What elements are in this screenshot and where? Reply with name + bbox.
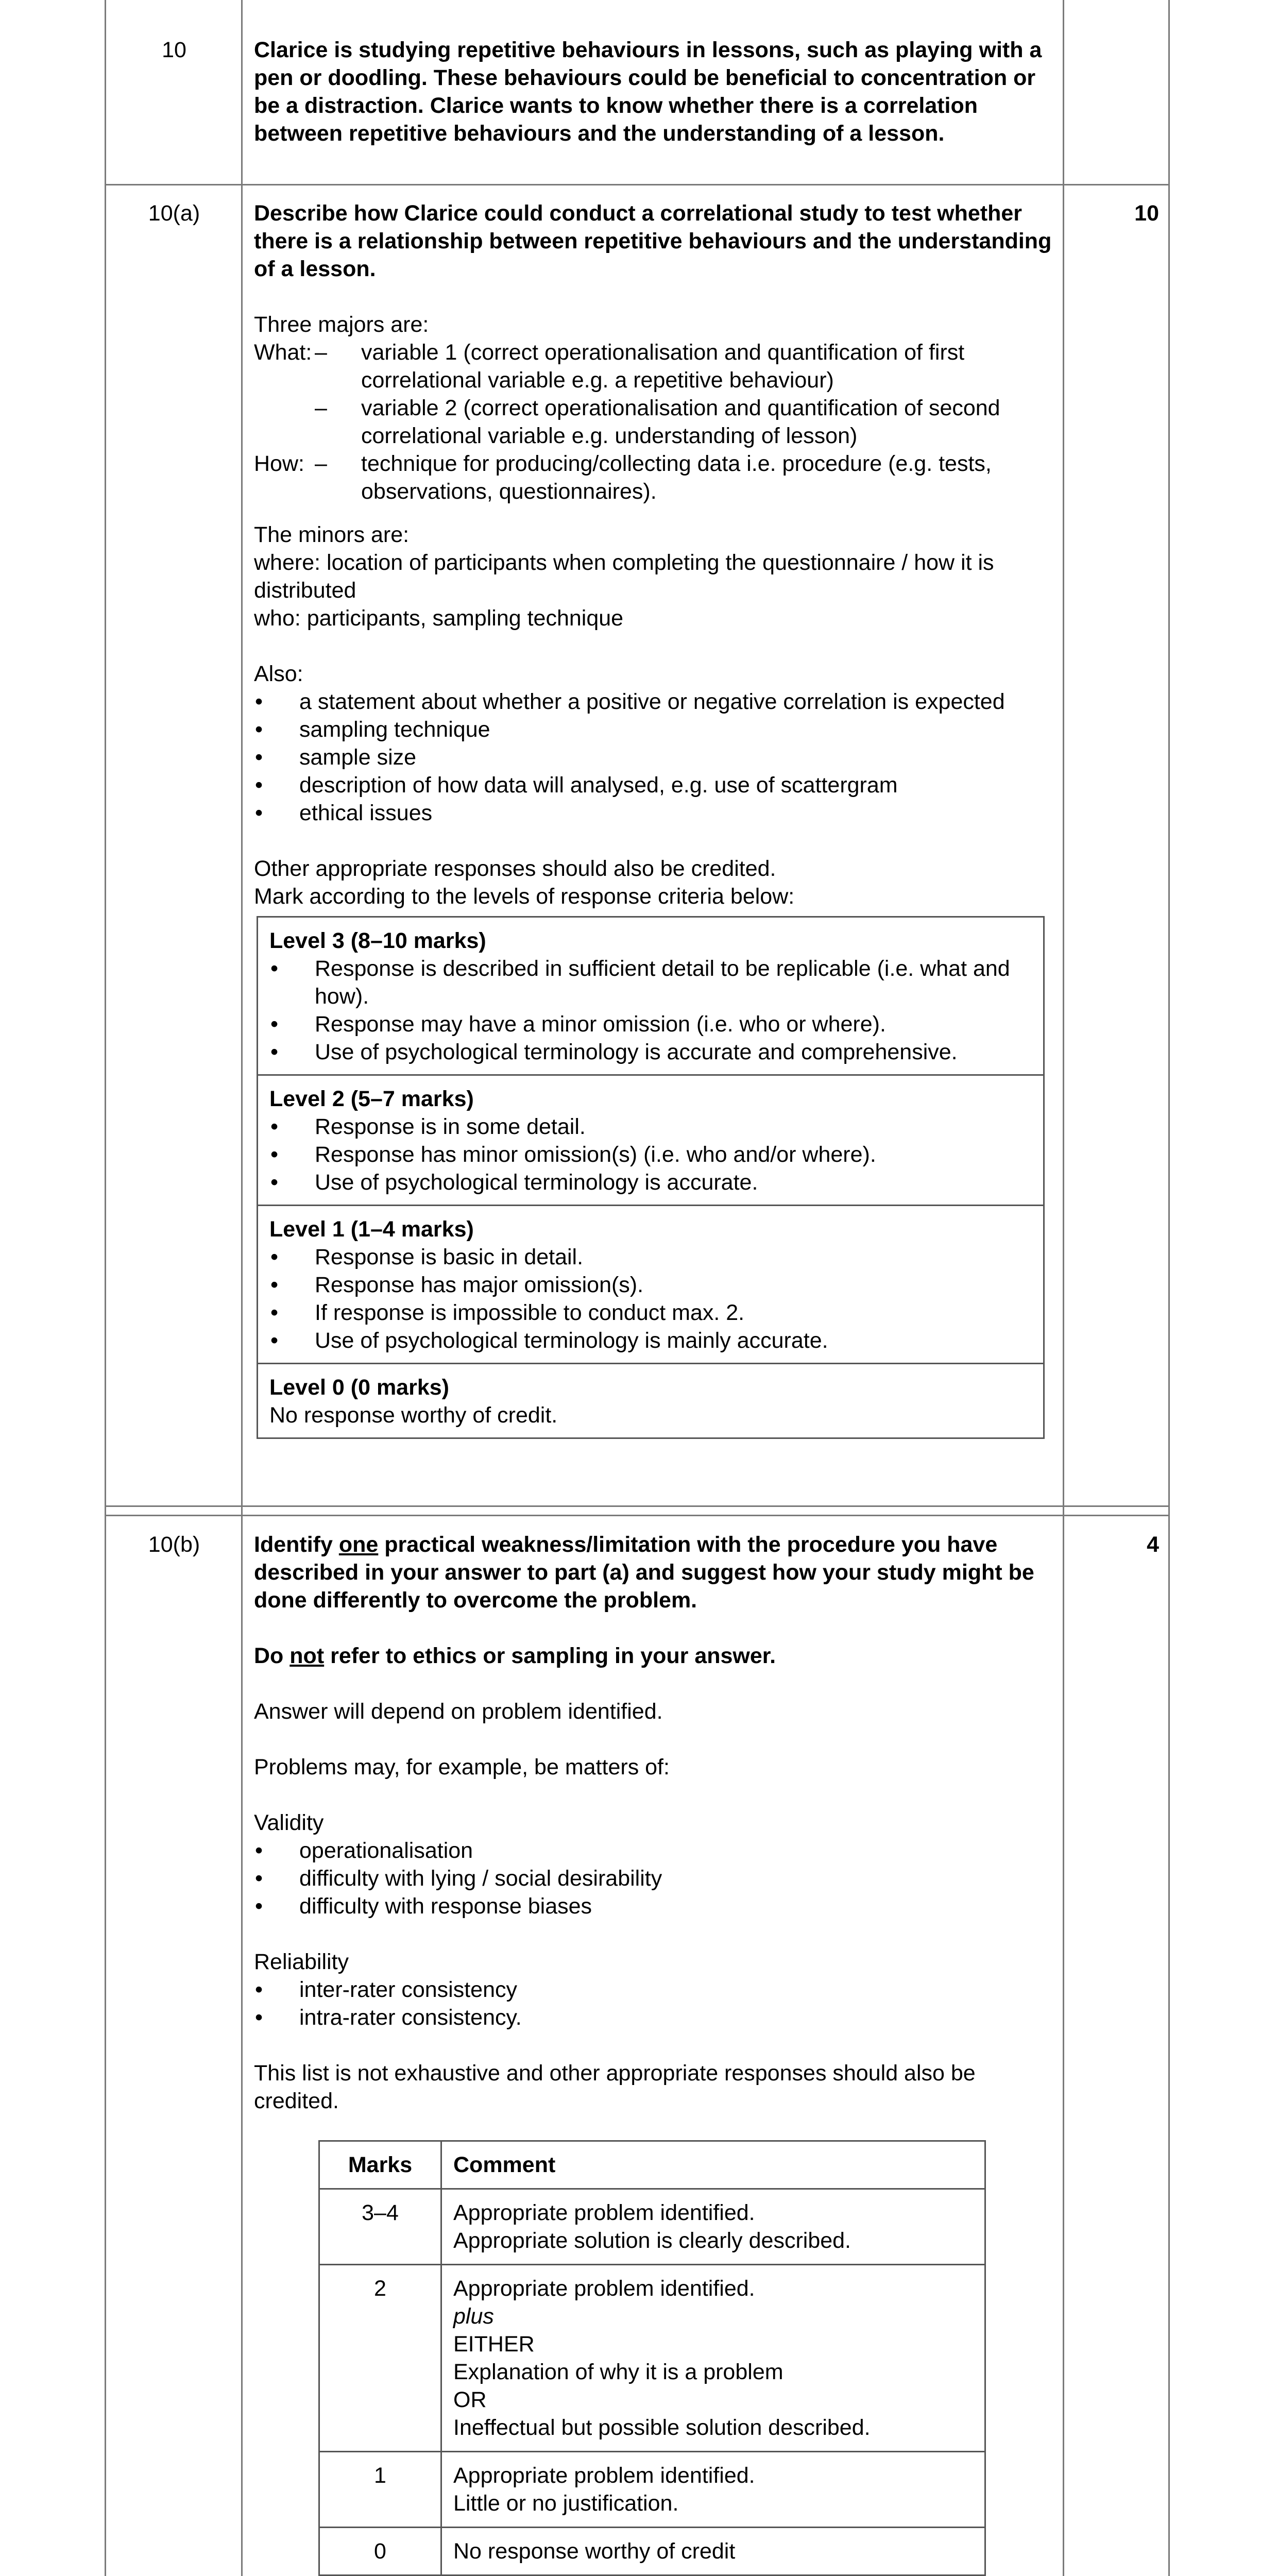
major-item — [254, 450, 1055, 505]
column-header-comment: Comment — [441, 2141, 985, 2189]
major-text: variable 1 (correct operationalisation and quantification of first correlational variable e.g. a repetitive behaviour) — [361, 340, 965, 393]
majors-heading: Three majors are: — [254, 312, 429, 337]
list-item: • Use of psychological terminology is accurate. — [269, 1168, 1032, 1196]
list-item: • Response is described in sufficient detail to be replicable (i.e. what and how). — [269, 955, 1032, 1010]
other-credit-note: Other appropriate responses should also be credited. — [254, 856, 776, 881]
underlined-one: one — [338, 1532, 379, 1557]
major-label: What: — [254, 340, 312, 365]
list-item: • Response is in some detail. — [269, 1113, 1032, 1141]
list-item: • a statement about whether a positive or negative correlation is expected — [254, 688, 1055, 716]
major-dash: – — [315, 340, 327, 365]
minors-heading: The minors are: — [254, 522, 410, 547]
list-item: • ethical issues — [254, 799, 1055, 827]
level-2 — [258, 1074, 1043, 1205]
table-row — [319, 2265, 985, 2452]
level-title: Level 3 (8–10 marks) — [269, 928, 486, 953]
marks-table — [318, 2140, 986, 2576]
column-divider-number — [241, 0, 243, 2576]
question-10a-text: Describe how Clarice could conduct a correlational study to test whether there is a relationship between repetitive behaviours and the understanding of a lesson. — [254, 201, 1052, 281]
answer-10b — [254, 1531, 1055, 2115]
list-item: • Response may have a minor omission (i.e. who or where). — [269, 1010, 1032, 1038]
problems-may-note: Problems may, for example, be matters of: — [254, 1755, 670, 1780]
also-heading: Also: — [254, 662, 303, 686]
reliability-list — [254, 1976, 1055, 2031]
list-item: • sampling technique — [254, 716, 1055, 743]
level-title: Level 2 (5–7 marks) — [269, 1087, 474, 1111]
list-item: • Response has minor omission(s) (i.e. who and/or where). — [269, 1141, 1032, 1168]
level-3 — [258, 918, 1043, 1074]
major-label: How: — [254, 451, 304, 476]
column-divider-marks — [1063, 0, 1064, 2576]
major-text: technique for producing/collecting data i.e. procedure (e.g. tests, observations, questionnaires). — [361, 451, 992, 504]
row-divider-10b-lower — [105, 1515, 1170, 1516]
marks-10b: 4 — [1147, 1532, 1159, 1557]
major-item — [254, 338, 1055, 394]
list-item: • operationalisation — [254, 1837, 1055, 1865]
level-title: Level 0 (0 marks) — [269, 1375, 449, 1400]
table-row — [319, 2528, 985, 2575]
question-number-10b: 10(b) — [148, 1532, 200, 1557]
major-label — [254, 394, 315, 450]
level-text: No response worthy of credit. — [269, 1403, 558, 1428]
question-number-10: 10 — [162, 38, 186, 62]
mark-according-note: Mark according to the levels of response criteria below: — [254, 884, 795, 909]
question-10b-text: Identify one practical weakness/limitation with the procedure you have described in your answer to part (a) and suggest how your study might be done differently to overcome the problem. — [254, 1532, 1034, 1613]
list-item: • If response is impossible to conduct max. 2. — [269, 1299, 1032, 1327]
marks-cell: 3–4 — [319, 2189, 441, 2265]
table-border-right — [1168, 0, 1170, 2576]
column-header-marks: Marks — [319, 2141, 441, 2189]
major-item — [254, 394, 1055, 450]
reliability-heading: Reliability — [254, 1950, 349, 1974]
marks-cell: 1 — [319, 2452, 441, 2528]
list-item: • inter-rater consistency — [254, 1976, 1055, 2004]
major-dash: – — [315, 396, 327, 420]
do-not-instruction: Do not refer to ethics or sampling in your answer. — [254, 1643, 776, 1668]
table-row — [319, 2189, 985, 2265]
answer-10a — [254, 199, 1055, 910]
major-dash: – — [315, 451, 327, 476]
question-number-10a: 10(a) — [148, 201, 200, 226]
comment-cell: Appropriate problem identified. plus EITHER Explanation of why it is a problem OR Ineffectual but possible solution described. — [441, 2265, 985, 2452]
marks-cell: 2 — [319, 2265, 441, 2452]
answer-depend-note: Answer will depend on problem identified. — [254, 1699, 663, 1724]
list-item: • Response has major omission(s). — [269, 1271, 1032, 1299]
row-divider-10b-upper — [105, 1505, 1170, 1507]
validity-list — [254, 1837, 1055, 1920]
level-0 — [258, 1363, 1043, 1437]
marks-cell: 0 — [319, 2528, 441, 2575]
list-item: • intra-rater consistency. — [254, 2004, 1055, 2031]
comment-cell: No response worthy of credit — [441, 2528, 985, 2575]
table-row — [319, 2452, 985, 2528]
comment-cell: Appropriate problem identified. Little or no justification. — [441, 2452, 985, 2528]
level-title: Level 1 (1–4 marks) — [269, 1217, 474, 1242]
table-header-row — [319, 2141, 985, 2189]
level-1 — [258, 1205, 1043, 1363]
list-item: • sample size — [254, 743, 1055, 771]
list-item: • description of how data will analysed, e.g. use of scattergram — [254, 771, 1055, 799]
question-10-stem: Clarice is studying repetitive behaviours in lessons, such as playing with a pen or doodling. These behaviours could be beneficial to concentration or be a distraction. Clarice wants to know whether there is a correlation between repetitive behaviours and the understanding of a lesson. — [254, 38, 1042, 146]
validity-heading: Validity — [254, 1810, 324, 1835]
comment-cell: Appropriate problem identified. Appropriate solution is clearly described. — [441, 2189, 985, 2265]
list-item: • Use of psychological terminology is accurate and comprehensive. — [269, 1038, 1032, 1066]
major-text: variable 2 (correct operationalisation and quantification of second correlational variable e.g. understanding of lesson) — [361, 396, 1000, 448]
list-item: • difficulty with response biases — [254, 1892, 1055, 1920]
also-list — [254, 688, 1055, 827]
list-item: • Response is basic in detail. — [269, 1243, 1032, 1271]
row-divider-10a — [105, 184, 1170, 185]
list-item: • difficulty with lying / social desirability — [254, 1865, 1055, 1892]
underlined-not: not — [289, 1643, 325, 1668]
minors-who: who: participants, sampling technique — [254, 606, 624, 631]
levels-of-response-box — [257, 916, 1045, 1439]
not-exhaustive-note: This list is not exhaustive and other appropriate responses should also be credited. — [254, 2061, 976, 2113]
marks-10a: 10 — [1134, 201, 1159, 226]
table-border-left — [105, 0, 106, 2576]
minors-where: where: location of participants when completing the questionnaire / how it is distributed — [254, 550, 994, 603]
list-item: • Use of psychological terminology is mainly accurate. — [269, 1327, 1032, 1354]
